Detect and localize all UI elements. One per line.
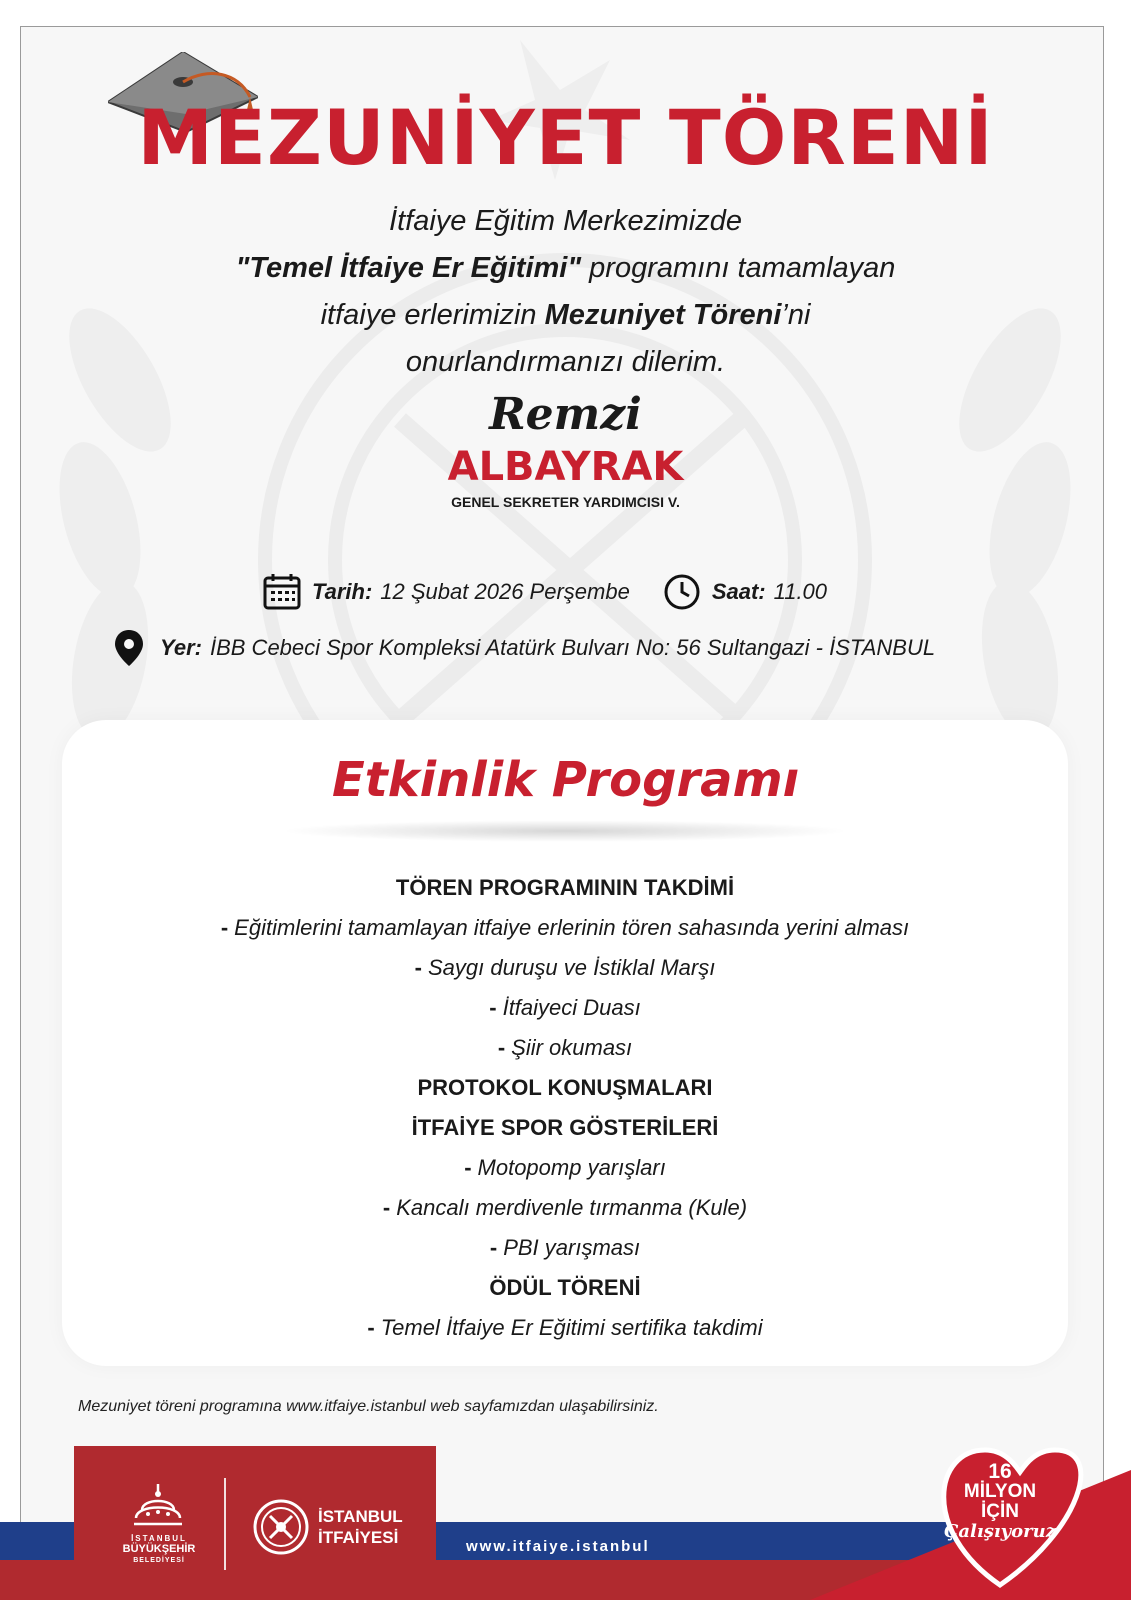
- intro-line-1: İtfaiye Eğitim Merkezimizde: [389, 205, 742, 237]
- ibb-logo-text: İSTANBUL BÜYÜKŞEHİR BELEDİYESİ: [122, 1534, 196, 1564]
- dash-bullet: -: [464, 1155, 472, 1180]
- program-item-text: Şiir okuması: [511, 1035, 633, 1060]
- dash-bullet: -: [489, 1235, 498, 1260]
- program-item-text: İtfaiyeci Duası: [502, 995, 641, 1020]
- program-item-text: PBI yarışması: [503, 1235, 641, 1260]
- program-section-heading: TÖREN PROGRAMININ TAKDİMİ: [395, 875, 735, 900]
- itfaiye-emblem-icon: [252, 1498, 310, 1556]
- dash-bullet: -: [414, 955, 422, 980]
- program-item-text: Saygı duruşu ve İstiklal Marşı: [427, 955, 716, 980]
- place-value: İBB Cebeci Spor Kompleksi Atatürk Bulvarı No: 56 Sultangazi - İSTANBUL: [209, 635, 936, 660]
- place-label: Yer:: [160, 635, 202, 660]
- signatory-name: ALBAYRAK: [447, 444, 684, 490]
- time-value: 11.00: [773, 579, 828, 604]
- dash-bullet: -: [220, 915, 229, 940]
- intro-line-4: onurlandırmanızı dilerim.: [405, 346, 726, 378]
- dash-bullet: -: [497, 1035, 506, 1060]
- ibb-logo-icon: [128, 1480, 188, 1532]
- program-item-text: Eğitimlerini tamamlayan itfaiye erlerinin tören sahasında yerini alması: [234, 915, 910, 940]
- program-title: Etkinlik Programı: [331, 752, 800, 808]
- dash-bullet: -: [367, 1315, 375, 1340]
- badge-16-milyon: 16 MİLYON İÇİN Çalışıyoruz: [944, 1460, 1056, 1542]
- program-item-text: Motopomp yarışları: [477, 1155, 666, 1180]
- intro-line-2: "Temel İtfaiye Er Eğitimi" programını tamamlayan: [235, 252, 896, 284]
- date-label: Tarih:: [312, 579, 373, 604]
- program-section-heading: PROTOKOL KONUŞMALARI: [417, 1075, 713, 1100]
- program-section-heading: ÖDÜL TÖRENİ: [489, 1275, 641, 1300]
- program-section-heading: İTFAİYE SPOR GÖSTERİLERİ: [411, 1115, 719, 1140]
- date-value: 12 Şubat 2026 Perşembe: [380, 579, 630, 604]
- logo-divider: [224, 1478, 226, 1570]
- program-item-text: Kancalı merdivenle tırmanma (Kule): [396, 1195, 748, 1220]
- footer-url-link[interactable]: www.itfaiye.istanbul: [466, 1538, 650, 1555]
- page-title: MEZUNİYET TÖRENİ: [137, 93, 994, 182]
- itfaiye-logo-text: İSTANBUL İTFAİYESİ: [318, 1507, 403, 1547]
- intro-line-3: itfaiye erlerimizin Mezuniyet Töreni’ni: [320, 299, 811, 331]
- signatory-title: GENEL SEKRETER YARDIMCISI V.: [451, 494, 680, 510]
- dash-bullet: -: [382, 1195, 391, 1220]
- footnote: Mezuniyet töreni programına www.itfaiye.istanbul web sayfamızdan ulaşabilirsiniz.: [78, 1398, 659, 1415]
- dash-bullet: -: [489, 995, 497, 1020]
- program-item-text: Temel İtfaiye Er Eğitimi sertifika takdimi: [380, 1315, 763, 1340]
- signature: Remzi: [489, 389, 642, 440]
- time-label: Saat:: [711, 579, 766, 604]
